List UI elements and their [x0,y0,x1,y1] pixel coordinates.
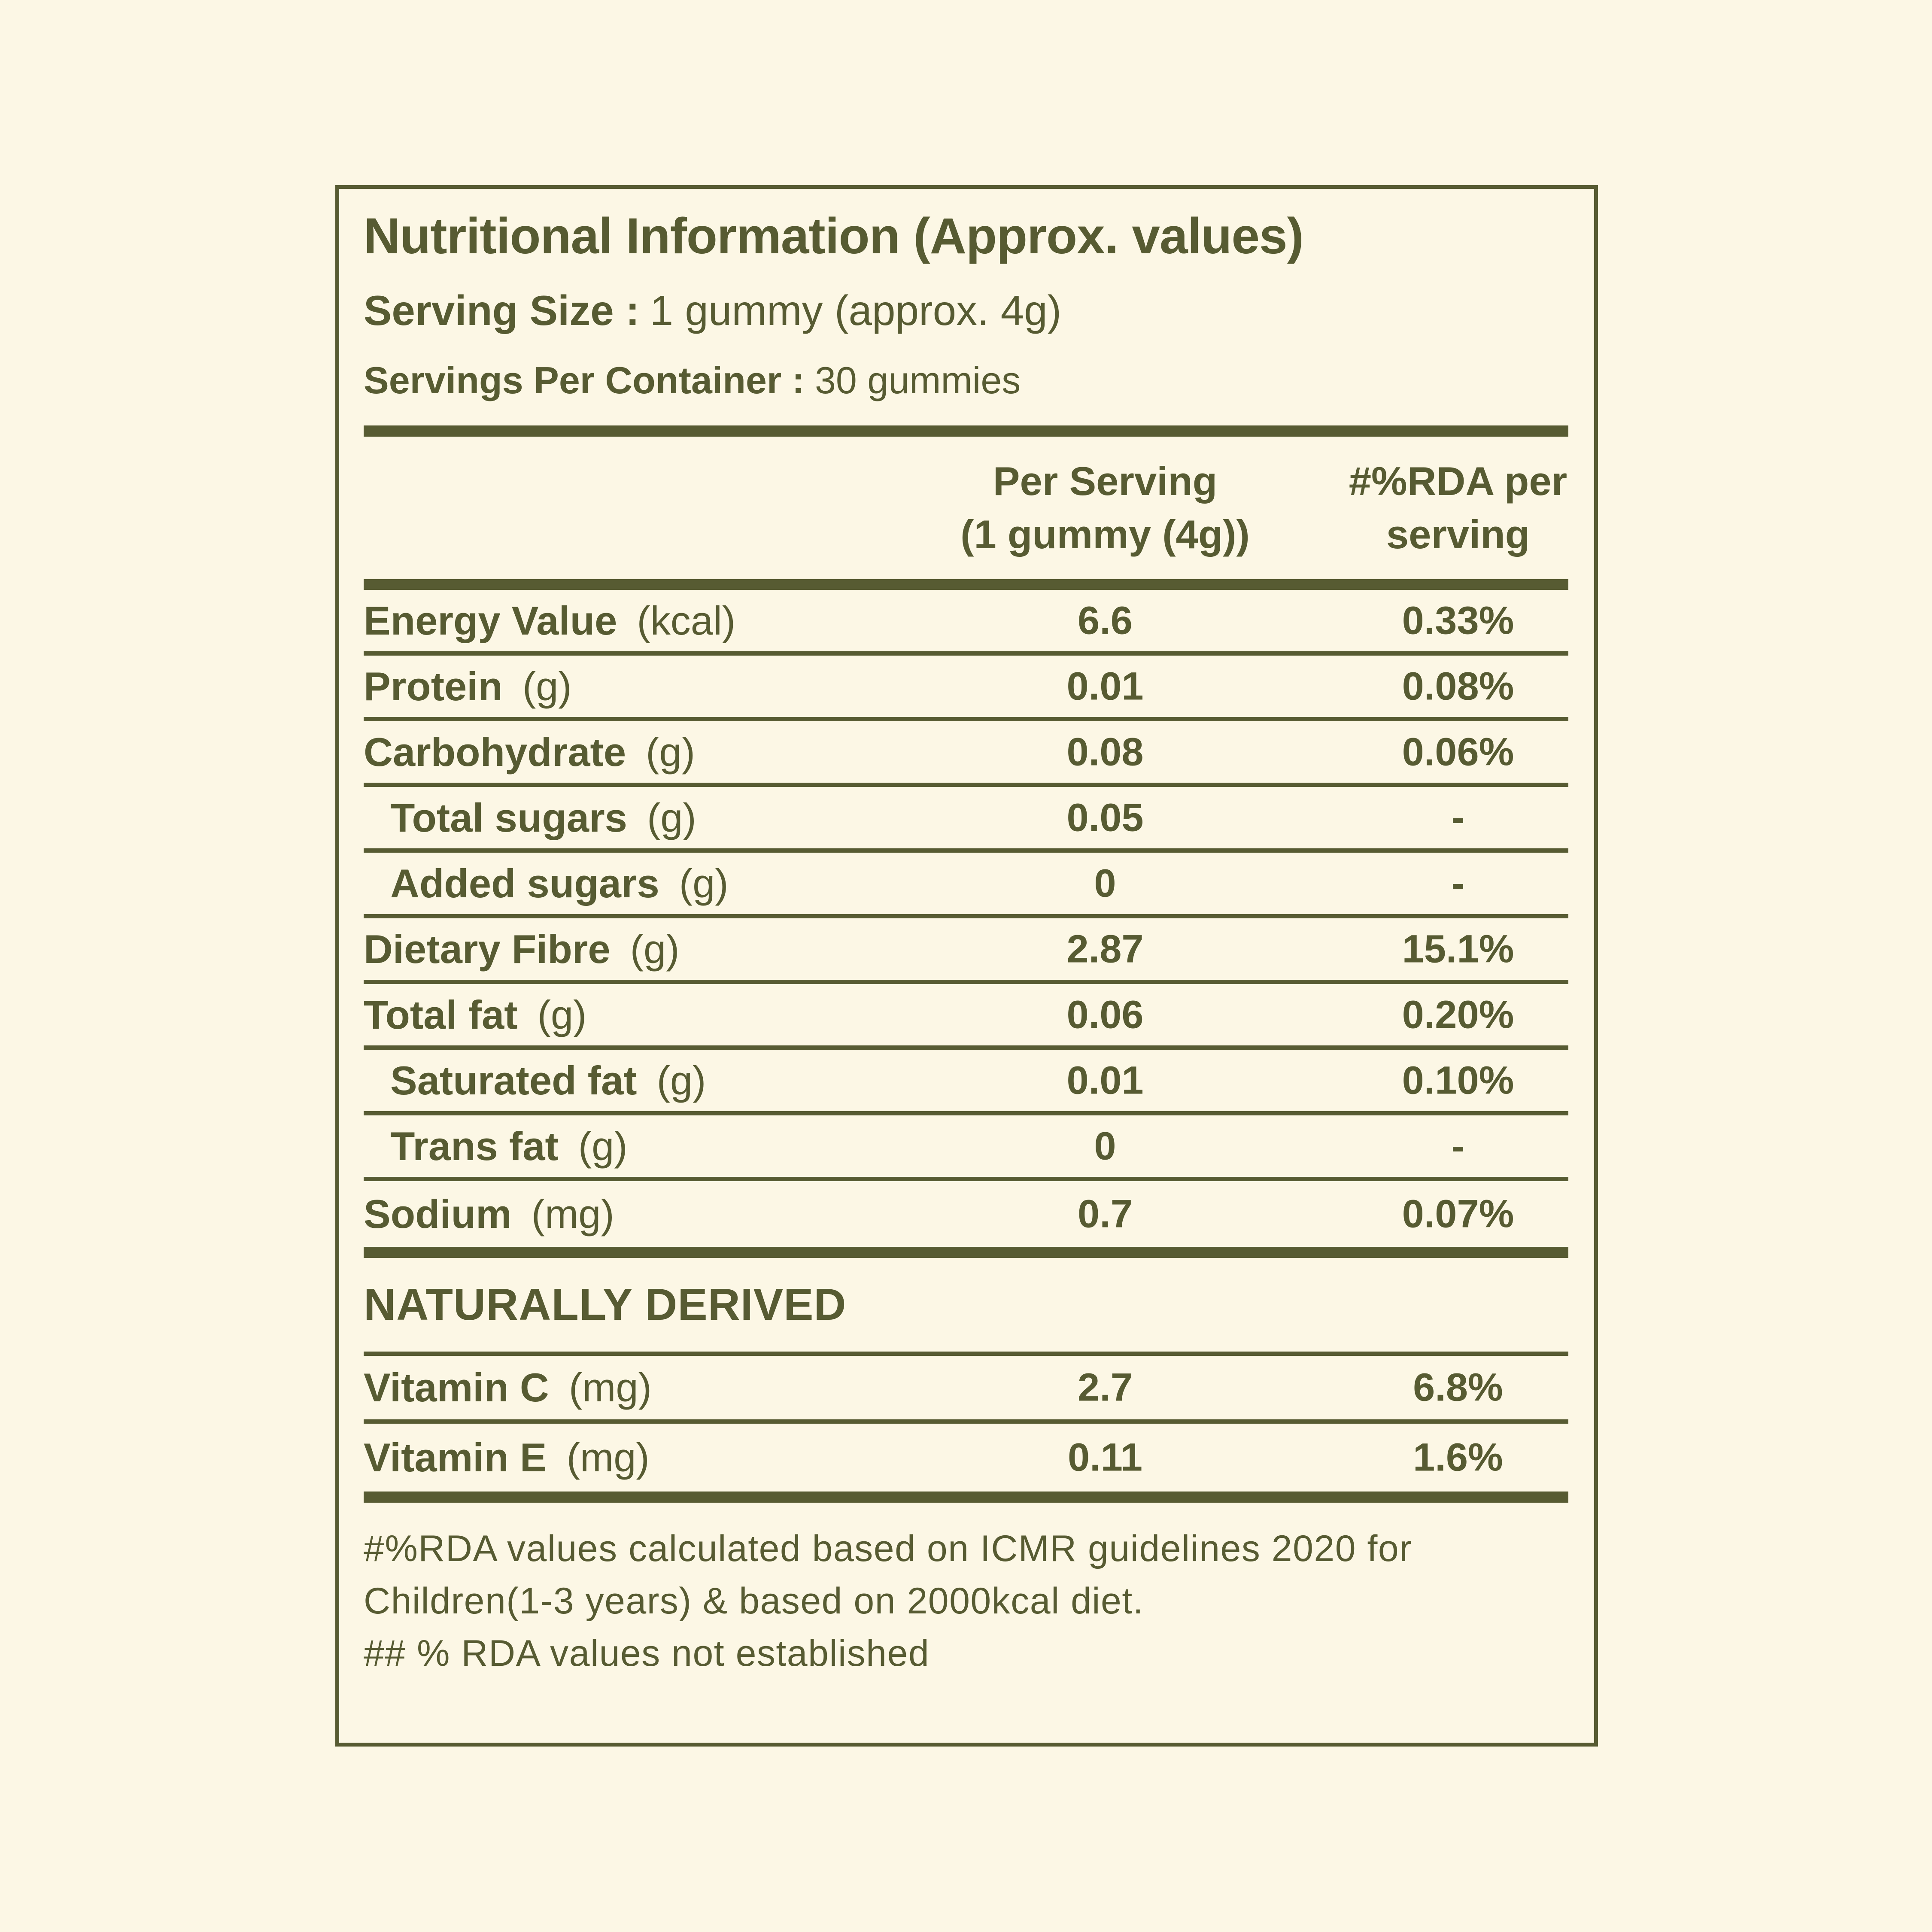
nutrient-name: Vitamin E [364,1435,547,1480]
table-row-saturated-fat [364,1050,1568,1115]
nutrient-unit: (g) [578,1123,628,1169]
nutrient-rda: 0.07% [1402,1192,1514,1236]
nutrient-per-serving: 0.08 [1066,730,1144,774]
nutrient-unit: (kcal) [637,598,736,643]
nutrient-name: Energy Value [364,598,617,643]
column-header-rda [1293,455,1623,561]
nutrient-per-serving: 0.7 [1078,1192,1133,1236]
nutrient-unit: (mg) [568,1365,652,1410]
nutrient-unit: (g) [537,992,587,1037]
nutrient-rda: 0.33% [1402,598,1514,642]
serving-size-line [364,286,1568,334]
divider-thick-top [364,425,1568,437]
nutrient-per-serving: 2.87 [1066,927,1144,971]
divider-thin-under-section-heading [364,1352,1568,1356]
servings-per-container-value: 30 gummies [814,359,1021,401]
panel-title: Nutritional Information (Approx. values) [364,208,1303,264]
nutrient-rda: - [1451,1124,1465,1168]
servings-per-container-label: Servings Per Container : [364,359,805,401]
nutrient-unit: (mg) [531,1191,614,1236]
nutrient-name: Saturated fat [390,1057,637,1103]
nutrient-per-serving: 0.05 [1066,796,1144,839]
nutrient-rda: 0.08% [1402,664,1514,708]
nutrient-name: Added sugars [390,860,659,906]
nutrient-unit: (g) [679,860,729,906]
table-row-vitamin-e [364,1424,1568,1492]
nutrient-name: Dietary Fibre [364,926,611,972]
nutrient-name: Trans fat [390,1123,559,1169]
table-row-added-sugars [364,853,1568,918]
footnote-line: #%RDA values calculated based on ICMR guidelines 2020 for [364,1528,1413,1569]
table-row-total-fat [364,984,1568,1050]
table-row-trans-fat [364,1115,1568,1181]
serving-size-value: 1 gummy (approx. 4g) [650,287,1062,334]
nutrient-rda: 15.1% [1402,927,1514,971]
nutrient-rda: - [1451,861,1465,905]
rda-header-line1: #%RDA per [1349,459,1567,504]
nutrient-unit: (g) [646,729,696,775]
nutrient-rda: 6.8% [1413,1365,1503,1410]
nutrient-rda: 0.06% [1402,730,1514,774]
per-serving-line1: Per Serving [993,459,1218,504]
footnote-line: ## % RDA values not established [364,1633,930,1674]
serving-size-label: Serving Size : [364,287,640,334]
nutrient-name: Sodium [364,1191,512,1236]
table-row-carbohydrate [364,721,1568,787]
nutrient-rda: 0.10% [1402,1058,1514,1102]
table-row-dietary-fibre [364,918,1568,984]
divider-thick-bottom [364,1492,1568,1503]
nutrient-per-serving: 0.01 [1066,1058,1144,1102]
table-row-vitamin-c [364,1356,1568,1424]
nutrient-unit: (g) [647,795,696,840]
rda-header-line2: serving [1386,512,1530,557]
nutrient-name: Total fat [364,992,518,1037]
nutrient-name: Vitamin C [364,1365,549,1410]
nutrient-rda: - [1451,796,1465,839]
table-row-sodium [364,1181,1568,1247]
nutrient-unit: (mg) [566,1435,650,1480]
table-row-energy [364,590,1568,656]
nutrient-unit: (g) [522,663,572,709]
table-row-total-sugars [364,787,1568,853]
nutrient-name: Total sugars [390,795,627,840]
divider-thick-under-table [364,1247,1568,1258]
nutrient-rda: 1.6% [1413,1435,1503,1479]
footnote-line: Children(1-3 years) & based on 2000kcal diet. [364,1580,1144,1622]
nutrient-per-serving: 0 [1094,1124,1116,1168]
servings-per-container-line [364,359,1568,401]
section-heading: NATURALLY DERIVED [364,1279,847,1330]
column-headers [364,437,1568,579]
nutrient-name: Protein [364,663,503,709]
nutrient-per-serving: 0.11 [1068,1435,1142,1479]
nutrient-per-serving: 0.06 [1066,993,1144,1036]
nutrient-name: Carbohydrate [364,729,626,775]
nutrient-per-serving: 0.01 [1066,664,1144,708]
nutrient-rda: 0.20% [1402,993,1514,1036]
nutrient-unit: (g) [656,1057,706,1103]
nutrient-unit: (g) [630,926,680,972]
nutrient-per-serving: 6.6 [1078,598,1133,642]
footnotes [364,1522,1568,1680]
nutrient-table [364,590,1568,1247]
nutrition-facts-panel [335,185,1598,1747]
nutrient-per-serving: 2.7 [1078,1365,1133,1410]
column-header-per-serving [925,455,1285,561]
table-row-protein [364,656,1568,721]
per-serving-line2: (1 gummy (4g)) [960,512,1250,557]
nutrient-per-serving: 0 [1094,861,1116,905]
divider-thick-under-headers [364,579,1568,590]
